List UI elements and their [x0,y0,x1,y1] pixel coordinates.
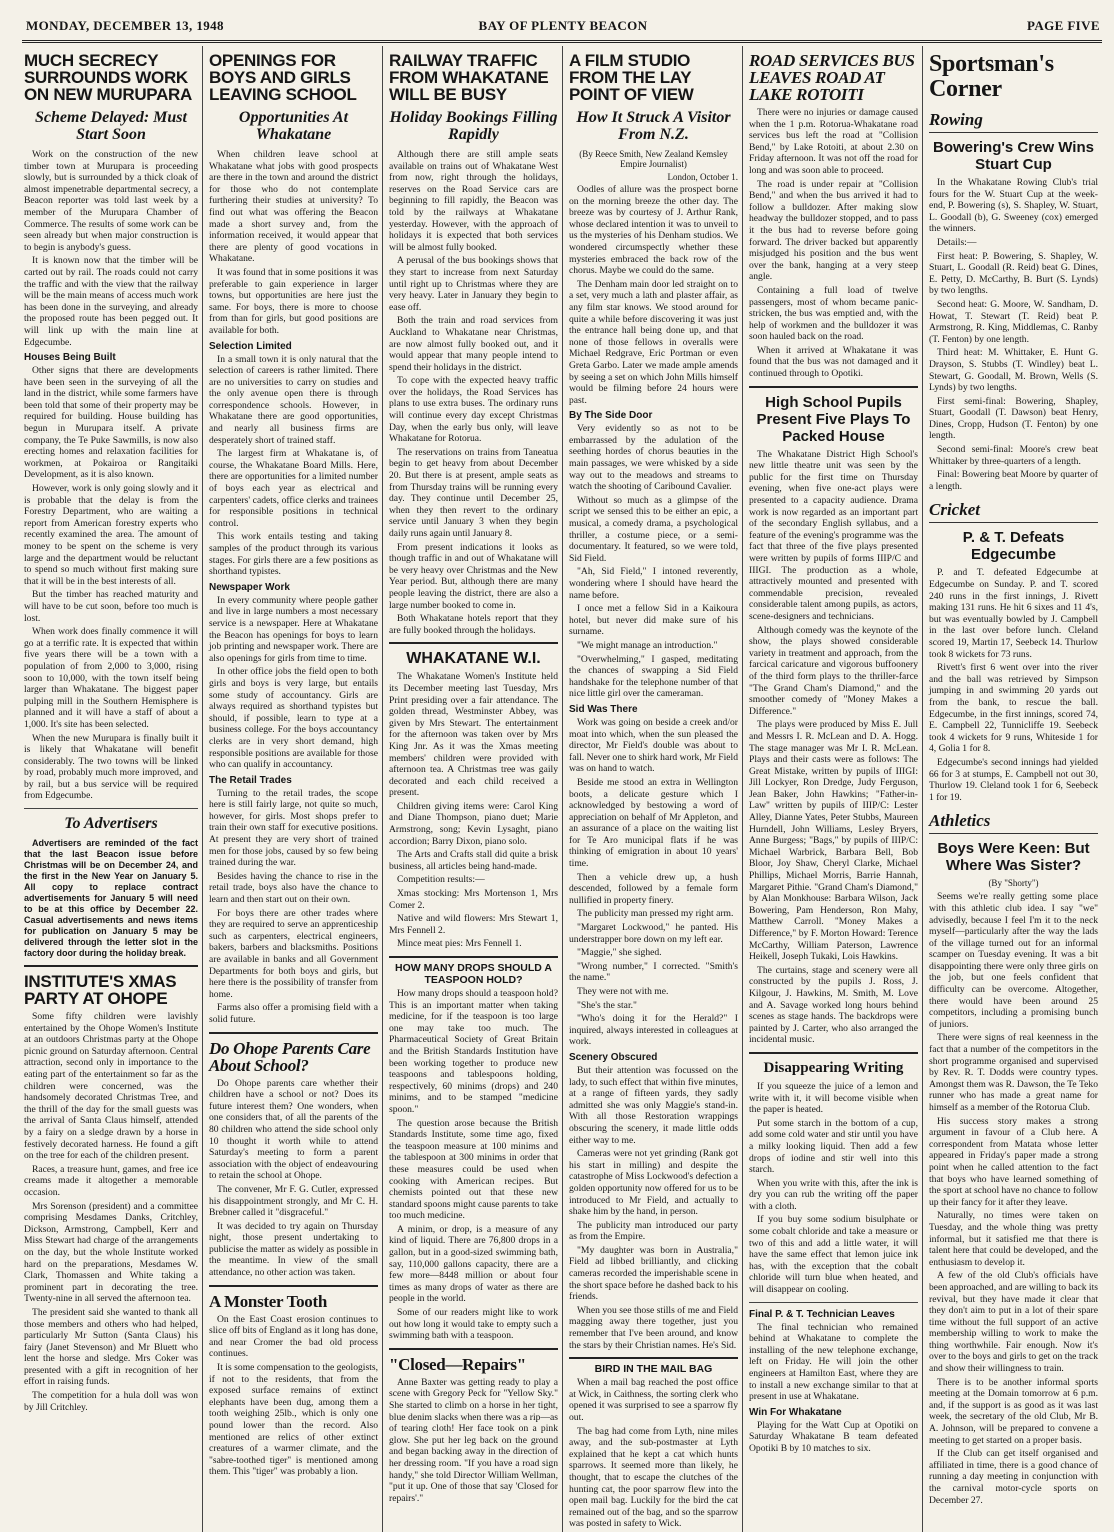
paragraph: "Overwhelming," I gasped, meditating the chances of swapping a Sid Field handshake for the telephone number of that nice little girl over the cameraman. [569,653,738,700]
section-athletics: Athletics [929,811,1098,834]
paragraph: Work on the construction of the new timber town at Murupara is proceeding slowly, but is surrounded by a thick cloak of almost impenetrable departmental secrecy, a Beacon reporter was told last week by a member of the Murupara Chamber of Commerce. The results of some work can be seen already but when major construction is to begin is anybody's guess. [24,149,198,253]
paragraph: It was found that in some positions it was preferable to gain experience in larger towns, but opportunities are here just the same. For boys, there is more to choose from than for girls, but good positions are available for both. [209,266,378,336]
paragraph: A few of the old Club's officials have been approached, and are willing to back its revival, but they have made it clear that they don't aim to put in a lot of their spare time without the full support of an active membership willing to work to make the thing worthwhile. Fair enough. Now it's over to the boys and girls to get on the track and show their willingness to train. [929,1270,1098,1375]
paragraph: The largest firm at Whakatane is, of course, the Whakatane Board Mills. Here, there are opportunities for a limited number of boys each year as electrical and carpenters' cadets, office clerks and trainees for responsible positions in technical control. [209,448,378,529]
divider [569,1357,738,1359]
paragraph: Besides having the chance to rise in the retail trade, boys also have the chance to learn and then start out on their own. [209,870,378,906]
paragraph: There were no injuries or damage caused when the 1 p.m. Rotorua-Whakatane road services bus left the road at "Collision Bend," by Lake Rotoiti, at about 2.30 on Friday afternoon. It was not off the road for long and was soon able to proceed. [749,107,918,176]
headline-openings: OPENINGS FOR BOYS AND GIRLS LEAVING SCHOOL [209,51,357,104]
paragraph: The road is under repair at "Collision Bend," and when the bus arrived it had to follow a bulldozer. After making slow headway the bulldozer stopped, and to pass it the bus had to reverse before going forward. The driver backed but apparently misjudged his position and the bus went over the bank, hanging at a very steep angle. [749,178,918,283]
paragraph: The curtains, stage and scenery were all constructed by the pupils J. Ross, J. Kilgour, J. Hawkins, M. Smith, M. Love and A. Savage worked long hours behind scenes as stage hands. The backdrops were painted by J. Carter, who also arranged the incidental music. [749,964,918,1046]
paragraph: The competition for a hula doll was won by Jill Critchley. [24,1390,198,1413]
paragraph: The final technician who remained behind at Whakatane to complete the installing of the new telephone exchange, left on Friday. He will join the other engineers at Hamilton East, where they are to install a new exchange similar to that at present in use at Whakatane. [749,1321,918,1403]
subheading: The Retail Trades [209,774,292,786]
paragraph: Other signs that there are developments have been seen in the surveying of all the land in the district, while some farmers have been told that some of their property may be required for building. House building has begun in Murupara itself. A private company, the Te Puke Sawmills, is now also erecting homes and relaxation facilities for workmen, at Pokairoa or Rangitaiki Development, as it is also known. [24,365,198,481]
deck-holiday: Holiday Bookings Filling Rapidly [389,109,558,143]
paragraph: "She's the star." [577,999,637,1011]
paragraph: The Whakatane Women's Institute held its December meeting last Tuesday, Mrs Print presiding over a fair attendance. The golden thread, Westminster Abbey, was given by Mrs Stewart. The entertainment for the afternoon was taken over by Mrs King Jnr. As it was the Xmas meeting members' children were provided with afternoon tea. A Christmas tree was gaily decorated and each child received a present. [389,671,558,799]
paragraph: Without so much as a glimpse of the script we sensed this to be either an epic, a musical, a comedy drama, a psychological thriller, a costume piece, or a semi-documentary. It featured, so we were told, Sid Field. [569,494,738,564]
paragraph: It was decided to try again on Thursday night, those present undertaking to publicise the matter as widely as possible in the meantime. In view of the small attendance, no other action was taken. [209,1220,378,1279]
paragraph: They were not with me. [577,986,669,997]
paragraph: If you buy some sodium bisulphate or some cobalt chloride and take a measure or two of this and add a little water, it will have the same effect that lemon juice ink has, with the exception that the cobalt chloride will turn blue when heated, and will disappear on cooling. [749,1214,918,1296]
paragraph: Do Ohope parents care whether their children have a school or not? Does its future interest them? One wonders, when one considers that, of all the parents of the 80 children who attend the side school only 10 thought it worth while to attend Saturday's meeting to form a parent association with the object of endeavouring to retain the school at Ohope. [209,1077,378,1182]
paragraph: Final: Bowering beat Moore by quarter of a length. [929,469,1098,492]
notice-text: Advertisers are reminded of the fact that the last Beacon issue before Christmas will be on December 24, and the first in the New Year on January 5. All copy to replace contract advertisements for January 5 will need to be at this office by December 22. Casual advertisements and news items for publication on January 5 may be delivered through the letter slot in the factory door during the holiday break. [24,838,198,959]
deck-film: How It Struck A Visitor From N.Z. [576,109,731,143]
paragraph: When you write with this, after the ink is dry you can rub the writing off the paper with a cloth. [749,1177,918,1212]
subheading: Houses Being Built [24,352,116,364]
dateline: London, October 1. [667,172,738,182]
paragraph: The Denham main door led straight on to a set, very much a lath and plaster affair, as any film star knows. We stood around for quite a while before discovering it was just the entrance hall being done up, and that none of those fellows in overalls were Michael Redgrave, Eric Portman or even Greta Garbo. Later we made ample amends by seeing a set on which John Mills himself would be filming before 24 hours were past. [569,278,738,406]
divider [24,965,198,967]
subheading: Newspaper Work [209,581,290,593]
paragraph: How many drops should a teaspoon hold? This is an important matter when taking medicine, for if the teaspoon is too large one may take too much. The Pharmaceutical Society of Great Britain and the British Standards Institution have been working together to produce new teaspoons and tablespoons holding, respectively, 60 minims (drops) and 240 minims, and to be stamped "medicine spoon." [389,988,558,1115]
paragraph: "Maggie," she sighed. [577,947,662,959]
paragraph: It is some compensation to the geologists, if not to the residents, that from the exposed surface remains of extinct elephants have been dug, among them a tooth weighing 25lb., which is only one pound lower than the record. Also mentioned are relics of other extinct creatures of a warmer climate, and the "sabre-toothed tiger" is mentioned among them. This "tiger" was probably a lion. [209,1362,378,1478]
divider [389,642,558,644]
paragraph: But the timber has reached maturity and will have to be cut soon, before too much is lost. [24,589,198,624]
masthead [26,18,1100,36]
headline-stuart-cup: Bowering's Crew Wins Stuart Cup [933,139,1094,173]
headline-monster-tooth: A Monster Tooth [209,1291,327,1311]
paragraph: To cope with the expected heavy traffic over the holidays, the Road Services has plans to use extra buses. The ordinary runs will continue every day except Christmas Day, when the early bus only, will leave Whakatane for Rotorua. [389,375,558,445]
paragraph: When the new Murupara is finally built it is likely that Whakatane will benefit considerably. The two towns will be linked by road, probably much more improved, and by rail, but a bus service will be required from Edgecumbe. [24,732,198,802]
paragraph: "My daughter was born in Australia," Field ad libbed brilliantly, and clicking cameras recorded the imperishable scene in the short space before he dashed back to his friends. [569,1244,738,1303]
column-5 [742,46,922,1532]
paragraph: Second semi-final: Moore's crew beat Whittaker by three-quarters of a length. [929,444,1098,467]
subheading: Final P. & T. Technician Leaves [749,1308,895,1320]
headline-wi: WHAKATANE W.I. [406,650,541,668]
subheading: Sid Was There [569,703,638,715]
paragraph: "Margaret Lockwood," he panted. His understrapper bore down on my left ear. [569,922,738,945]
paragraph: The plays were produced by Miss E. Jull and Messrs I. R. McLean and D. A. Hogg. The stage manager was Mr I. R. McLean. Plays and their casts were as follows: The Great Mistake, written by pupils of IIIGI: Jill Lockyer, Ron Dredge, Judy Ferguson, Jean Baker, John Hawkins; "Father-in-Law" written by pupils of IIIP/C: Lester Alley, Dianne Yates, Peter Stubbs, Maureen Hurndell, John Williams, Lesley Bryers, Anne Burgess; "Bags," by pupils of IIIP/C: Michael Warbrick, Barbara Bell, Bob Bloor, Joy Shaw, Cheryl Clarke, Michael Phillips, Michael Morris, Barrie Hannah, Margaret Pithie. "Grand Cham's Diamond," by Alan Monkhouse: Barbara Wilson, Jack Bowering, Pam Henderson, Ron Mahy, Matthew Carroll. "Money Makes a Difference," by F. Morton Howard: Terence McCarthy, William Paterson, Lawrence Heikell, Joseph Tukaki, Lois Hawkins. [749,719,918,963]
column-2 [202,46,382,1532]
paragraph: First semi-final: Bowering, Shapley, Stuart, Goodall (T. Dawson) beat Henry, Dines, Cropp, Hudson (T. Fenton) by one length. [929,395,1098,442]
headline-disappearing-writing: Disappearing Writing [763,1059,904,1076]
headline-closed-repairs: "Closed—Repairs" [389,1354,526,1374]
page-number: PAGE FIVE [1026,18,1100,33]
paragraph: The bag had come from Lyth, nine miles away, and the sub-postmaster at Lyth explained that he kept a cat which hunts sparrows. It seemed more than likely, he thought, that to escape the clutches of the hunting cat, the poor sparrow flew into the open mail bag. Luckily for the bird the cat remained out of the bag, and so the sparrow was posted in safety to Wick. [569,1425,738,1530]
paragraph: Native and wild flowers: Mrs Stewart 1, Mrs Fennell 2. [389,913,558,936]
paragraph: The reservations on trains from Taneatua begin to get heavy from about December 20. But there is at present, ample seats as from Thursday trains will be running every day. They continue until December 25, when they then revert to the ordinary service until January 3 when they begin daily runs again until January 8. [389,446,558,539]
paragraph: First heat: P. Bowering, S. Shapley, W. Stuart, L. Goodall (R. Reid) beat G. Dines, E. Petty, D. McCarthy, B. Burt (S. Lynds) by two lengths. [929,250,1098,297]
headline-road-services: ROAD SERVICES BUS LEAVES ROAD AT LAKE ROTOITI [749,51,915,104]
paragraph: From present indications it looks as though traffic in and out of Whakatane will be very heavy over Christmas and the New Year period. But, although there are many people leaving the district, there are also a large number booked to come in. [389,541,558,611]
paragraph: Seems we're really getting some place with this athletic club idea. I say "we" advisedly, because I feel I'm it to the neck myself—particularly after the way the lads of the village turned out for an informal scamper on Tuesday evening. It was a bit disappointing there were only three girls on the job, but one feels confident that difficulty can be overcome. Altogether, there would have been around 25 competitors, including a promising bunch of juniors. [929,891,1098,1030]
paragraph: In a small town it is only natural that the selection of careers is rather limited. There are no universities to carry on studies and the only avenue open there is through correspondence schools. However, in Whakatane there are good opportunities, and nearly all business firms are desperately short of trained staff. [209,353,378,446]
subheading: Scenery Obscured [569,1051,658,1063]
paragraph: A minim, or drop, is a measure of any kind of liquid. There are 76,800 drops in a gallon, but in a good-sized swimming bath, say, 110,000 gallons capacity, there are a few more—8448 million or about four times as many drops of water as there are people in the world. [389,1223,558,1305]
paragraph: "Ah, Sid Field," I intoned reverently, wondering where I should have heard the name before. [569,566,738,601]
paragraph: The publicity man introduced our party as from the Empire. [569,1219,738,1243]
paragraph: Cameras were not yet grinding (Rank got his start in milling) and despite the catastrophe of Miss Lockwood's defection a golden opportunity now offered for us to be introduced to Mr Field, and actually to shake him by the hand, in person. [569,1148,738,1218]
divider [749,1052,918,1054]
headline-teaspoon: HOW MANY DROPS SHOULD A TEASPOON HOLD? [395,962,552,986]
paragraph: Both Whakatane hotels report that they are fully booked through the holidays. [389,613,558,636]
paragraph: Playing for the Watt Cup at Opotiki on Saturday Whakatane B team defeated Opotiki B by 10 matches to six. [749,1419,918,1454]
paragraph: "We might manage an introduction." [577,639,718,651]
paragraph: Anne Baxter was getting ready to play a scene with Gregory Peck for "Yellow Sky." She started to climb on a horse in her tight, blue denim slacks when there was a rip—as of tearing cloth! Her face took on a pink glow. She put her leg back on the ground and began backing away in the direction of her dressing room. "If you have a road sign handy," she told Director William Wellman, "put it up. One of those that say 'Closed for repairs'." [389,1376,558,1504]
paragraph: His success story makes a strong argument in favour of a Club here. A correspondent from Matata whose letter appeared in Friday's paper made a strong point when he called attention to the fact that boys who have learned something of the sport at school have no chance to follow up their fancy for it after they leave. [929,1115,1098,1208]
paragraph: Oodles of allure was the prospect borne on the morning breeze the other day. The breeze was by courtesy of J. Arthur Rank, whose declared intention it was to unveil to us the mysteries of his Denham studios. We wondered circumspectly whether these mysteries embraced the back row of the chorus. Maybe we could do the same. [569,184,738,277]
paragraph: There were signs of real keenness in the fact that a number of the competitors in the short programme organised and supervised by Rev. R. T. Dodds were country types. Amongst them was R. Dawson, the Te Teko runner who has made a great name for himself as a member of the Rotorua Club. [929,1032,1098,1113]
paragraph: If the Club can get itself organised and affiliated in time, there is a good chance of running a day meeting in conjunction with the carnival motor-cycle sports on December 27. [929,1448,1098,1506]
masthead-rule [22,40,1102,43]
subheading: Selection Limited [209,340,292,352]
headline-mail-bag: BIRD IN THE MAIL BAG [594,1363,713,1376]
paragraph: "Who's doing it for the Herald?" I inquired, always interested in colleagues at work. [569,1013,738,1048]
paragraph: In every community where people gather and live in large numbers a most necessary service is a newspaper. Here at Whakatane the Beacon has openings for boys to learn job printing and newspaper work. There are also openings for girls from time to time. [209,594,378,664]
divider [749,1302,918,1303]
paragraph: P. and T. defeated Edgecumbe at Edgecumbe on Sunday. P. and T. scored 240 runs in the first innings, J. Rivett making 131 runs. He hit 6 sixes and 11 4's, but was eventually bowled by J. Campbell in the last over before lunch. Cleland scored 19, Martin 17, Seebeck 14. Thurlow took 8 wickets for 73 runs. [929,567,1098,660]
paragraph: For boys there are other trades where they are required to serve an apprenticeship such as carpenters, electrical engineers, bakers, barbers and blacksmiths. Positions are available in banks and all Government Departments for both boys and girls, but here there is the possibility of transfer from home. [209,907,378,1000]
paragraph: When a mail bag reached the post office at Wick, in Caithness, the sorting clerk who opened it was surprised to see a sparrow fly out. [569,1377,738,1423]
paragraph: When work does finally commence it will go at a terrific rate. It is expected that within five years there will be a town with a population of from 2,000 to 3,000, rising soon to 10,000, with the town itself being larger than Whakatane. The biggest paper pulping mill in the Southern Hemisphere is planned and it will have a staff of about a 1,000. It's site has been selected. [24,626,198,730]
headline-xmas-party: INSTITUTE'S XMAS PARTY AT OHOPE [24,972,177,1009]
paragraph: When children leave school at Whakatane what jobs with good prospects are there in the town and around the district for those who do not contemplate furthering their studies at university? To find out what was offering the Beacon made a short survey and, from the information received, it would appear that there are plenty of good vocations in Whakatane. [209,149,378,265]
headline-boys-keen: Boys Were Keen: But Where Was Sister? [937,840,1090,875]
paragraph: Although comedy was the keynote of the show, the plays showed considerable variety in treatment and approach, from the farcical caricature and vigorous buffoonery of the third form plays to the thriller-farce "The Grand Cham's Diamond," and the smoother comedy of "Money Makes a Difference." [749,624,918,717]
divider [209,1285,378,1287]
subheading: Win For Whakatane [749,1406,842,1418]
paragraph: Work was going on beside a creek and/or moat into which, when the sun pleased the director, Mr Field's double was about to fall. Never one to shirk hard work, Mr Field was on hand to watch. [569,716,738,775]
paragraph: I once met a fellow Sid in a Kaikoura hotel, but never did make sure of his surname. [569,603,738,638]
paragraph: When it arrived at Whakatane it was found that the bus was not damaged and it continued through to Opotiki. [749,344,918,380]
paragraph: Second heat: G. Moore, W. Sandham, D. Howat, T. Stewart (T. Reid) beat P. Armstrong, R. King, Middlemas, C. Ranby (T. Fenton) by one length. [929,298,1098,345]
paragraph: The Whakatane District High School's new little theatre unit was seen by the public for the first time on Thursday evening, when five one-act plays were presented to a capacity audience. Drama work is now regarded as an important part of the secondary English syllabus, and a feature of the evening's programme was the fact that three of the five plays presented were written by pupils of forms IIIP/C and IIIGI. The production as a whole, attractively mounted and presented with commendable precision, revealed considerable talent among pupils, as actors, scene-designers and technicians. [749,448,918,622]
divider [389,1348,558,1350]
paragraph: Very evidently so as not to be embarrassed by the adulation of the seething hordes of chorus beauties in the main passages, we were whisked by a side way out to the meadows and streams to watch the shooting of Caribound Cavalier. [569,423,738,493]
deck-murupara: Scheme Delayed: Must Start Soon [35,109,187,143]
divider [24,808,198,809]
paragraph: Beside me stood an extra in Wellington boots, a delicate gesture which I acknowledged by bestowing a word of appreciation on behalf of Mr Appleton, and an assurance of a place on the waiting list for Te Aro municipal flats if he was thinking of emigration in about 10 years' time. [569,776,738,870]
divider [749,386,918,388]
byline: (By "Shorty") [988,878,1039,889]
column-1 [22,46,202,1532]
paragraph: On the East Coast erosion continues to slice off bits of England as it long has done, and near Cromer the bad old process continues. [209,1313,378,1360]
paragraph: Third heat: M. Whittaker, E. Hunt G. Drayson, S. Stubbs (T. Windley) beat L. Stewart, G. Goodall, M. Brown, Wells (S. Lynds) by two lengths. [929,347,1098,394]
paragraph: There is to be another informal sports meeting at the Domain tomorrow at 6 p.m. and, if the support is as good as it was last week, the secretary of the old Club, Mr B. A. Johnson, will be prepared to convene a meeting to get started on a proper basis. [929,1376,1098,1446]
paragraph: A perusal of the bus bookings shows that they start to increase from next Saturday until right up to Christmas where they are very heavy. Later in January they begin to ease off. [389,255,558,313]
notice-title: To Advertisers [64,815,158,833]
headline-railway: RAILWAY TRAFFIC FROM WHAKATANE WILL BE BUSY [389,51,549,104]
column-6 [922,46,1102,1532]
paragraph: Edgecumbe's second innings had yielded 66 for 3 at stumps, E. Campbell not out 30, Thurlow 19. Cleland took 1 for 6, Seebeck 1 for 19. [929,756,1098,803]
column-4 [562,46,742,1532]
paragraph: The question arose because the British Standards Institute, some time ago, fixed the teaspoon measure at 100 minims and the tablespoon at 300 minims in order that these measures could be used when cooking with American recipes. But chemists pointed out that these new standard spoons might cause parents to take too much medicine. [389,1117,558,1222]
paragraph: Naturally, no times were taken on Tuesday, and the whole thing was pretty informal, but it satisfied me that there is talent here that could be developed, and the enthusiasm to develop it. [929,1210,1098,1268]
headline-high-school: High School Pupils Present Five Plays To Packed House [756,393,911,445]
paragraph: However, work is only going slowly and it is probable that the delay is from the Forestry Department, who are waiting a report from American forestry experts who recently examined the area. The amount of money to be spent on the scheme is very large and the department would be reluctant to spend so much without first making sure that it will be in the best interests of all. [24,483,198,587]
section-cricket: Cricket [929,500,1098,523]
paragraph: "Wrong number," I corrected. "Smith's the name." [569,960,738,984]
paragraph: In other office jobs the field open to both girls and boys is very large, but entails some study of accountancy. Girls are always required as shorthand typistes but should, if possible, learn to type at a business college. For the boys accountancy clerks are in very short demand, high responsible positions are available for those who can qualify in accountancy. [209,666,378,771]
paragraph: Races, a treasure hunt, games, and free ice creams made it altogether a memorable occasion. [24,1163,198,1198]
paragraph: The president said she wanted to thank all those members and others who had helped, particularly Mr Sutton (Santa Claus) his fairy (Janet Stevenson) and Mr Bluett who lent the horse and sledge. Mrs Coker was presented with a gift in recognition of her effort in raising funds. [24,1306,198,1388]
paragraph: Mince meat pies: Mrs Fennell 1. [397,938,522,950]
paragraph: Children giving items were: Carol King and Diane Thompson, piano duet; Marie Armstrong, song; Kevin Lysaght, piano accordion; Barry Dixon, piano solo. [389,800,558,847]
headline-pt-defeats: P. & T. Defeats Edgecumbe [962,529,1065,564]
paragraph: The convener, Mr F. G. Cutler, expressed his disappointment strongly, and Mr C. H. Brebner called it "disgraceful." [209,1183,378,1219]
paragraph: The publicity man pressed my right arm. [577,908,734,920]
paragraph: Some fifty children were lavishly entertained by the Ohope Women's Institute at an outdoors Christmas party at the Ohope picnic ground on Saturday afternoon. Central attraction, second only in importance to the eating part of the entertainment so far as the children were concerned, was the handsomely decorated Christmas Tree, and the thrill of the day for the small guests was the arrival of Santa Claus himself, attended by a fairy on a sledge drawn by a horse in festively decorated harness. He found a gift on the tree for each of the children present. [24,1011,198,1162]
paragraph: Containing a full load of twelve passengers, most of whom became panic-stricken, the bus was emptied and, with the help of workmen and the bulldozer it was soon hauled back on the road. [749,284,918,343]
paragraph: Then a vehicle drew up, a hush descended, followed by a female form nullified in property finery. [569,871,738,906]
paragraph: Rivett's first 6 went over into the river and the ball was retrieved by Simpson jumping in and swimming 20 yards out from the bank, to rescue the ball. Edgecumbe, in the first innings, scored 74, E. Campbell 22, Tunnicliffe 19. Seebeck took 4 wickets for 9 runs, Whiteside 1 for 4, Golia 1 for 8. [929,662,1098,755]
subheading: By The Side Door [569,410,653,422]
paragraph: This work entails testing and taking samples of the product through its various stages. For girls there are a few positions as shorthand typistes. [209,531,378,578]
headline-ohope-parents: Do Ohope Parents Care About School? [209,1038,371,1075]
paragraph: Mrs Sorenson (president) and a committee comprising Mesdames Danks, Critchley, Dickson, Armstrong, Campbell, Kerr and Miss Stewart had charge of the arrangements on the day, but the whole Institute worked hard on the preparations, Mesdames W. Clark, Thomassen and White taking a prominent part in decorating the tree. Twenty-nine in all served the afternoon tea. [24,1200,198,1305]
paragraph: If you squeeze the juice of a lemon and write with it, it will become visible when the paper is heated. [749,1080,918,1116]
paragraph: It is known now that the timber will be carted out by rail. The roads could not carry the traffic and with the view that the railway will be the main means of access much work has been done in the surveying, and already the proposed route has been pegged out. It will link up with the main line at Edgecumbe. [24,255,198,348]
deck-opportunities: Opportunities At Whakatane [238,109,349,143]
divider [389,956,558,958]
paper-name: BAY OF PLENTY BEACON [478,18,648,33]
paragraph: In the Whakatane Rowing Club's trial fours for the W. Stuart Cup at the week-end, P. Bowering (s), S. Shapley, W. Stuart, L. Goodall (b), G. Sweeney (cox) emerged the winners. [929,177,1098,235]
headline-murupara: MUCH SECRECY SURROUNDS WORK ON NEW MURUPARA [24,51,193,104]
paragraph: When you see those stills of me and Field magging away there together, just you remember that I've been around, and know the stars by their Christian names. He's Sid. [569,1304,738,1351]
advertisers-notice [24,838,198,959]
paragraph: Both the train and road services from Auckland to Whakatane near Christmas, are now almost fully booked out, and it would appear that many people intend to spend their holidays in the district. [389,315,558,373]
columns [22,46,1102,1530]
headline-film-studio: A FILM STUDIO FROM THE LAY POINT OF VIEW [569,51,694,104]
paragraph: Competition results:— [397,874,485,886]
section-rowing: Rowing [929,110,1098,133]
byline: (By Reece Smith, New Zealand Kemsley Empire Journalist) [579,149,728,169]
paragraph: Although there are still ample seats available on trains out of Whakatane West from now, right through the holidays, reserves on the Road Service cars are beginning to fill rapidly, the Beacon was told by the railways at Whakatane yesterday. However, with the approach of holidays it is expected that both services will be almost fully booked. [389,149,558,253]
paragraph: Put some starch in the bottom of a cup, add some cold water and stir until you have a milky looking liquid. Then add a few drops of iodine and stir well into this starch. [749,1117,918,1176]
paragraph: But their attention was focussed on the lady, to such effect that within five minutes, at a range of fifteen yards, they sadly admitted she was only Maggie's stand-in. With all those Restoration wrappings obscuring the scenery, it made little odds either way to me. [569,1064,738,1146]
issue-date: MONDAY, DECEMBER 13, 1948 [26,18,224,33]
paragraph: Some of our readers might like to work out how long it would take to empty such a swimming bath with a teaspoon. [389,1307,558,1342]
column-3 [382,46,562,1532]
divider [209,1032,378,1034]
sportsmans-corner-title: Sportsman's Corner [929,51,1054,102]
paragraph: Turning to the retail trades, the scope here is still fairly large, not quite so much, however, for girls. Most shops prefer to train their own staff for executive positions. At present they are very short of trained men for those jobs, caused by so few being trained during the war. [209,787,378,869]
paragraph: Farms also offer a promising field with a solid future. [209,1002,378,1025]
paragraph: Xmas stocking: Mrs Mortenson 1, Mrs Comer 2. [389,888,558,911]
paragraph: The Arts and Crafts stall did quite a brisk business, all articles being hand-made. [389,849,558,872]
paragraph: Details:— [937,236,977,248]
